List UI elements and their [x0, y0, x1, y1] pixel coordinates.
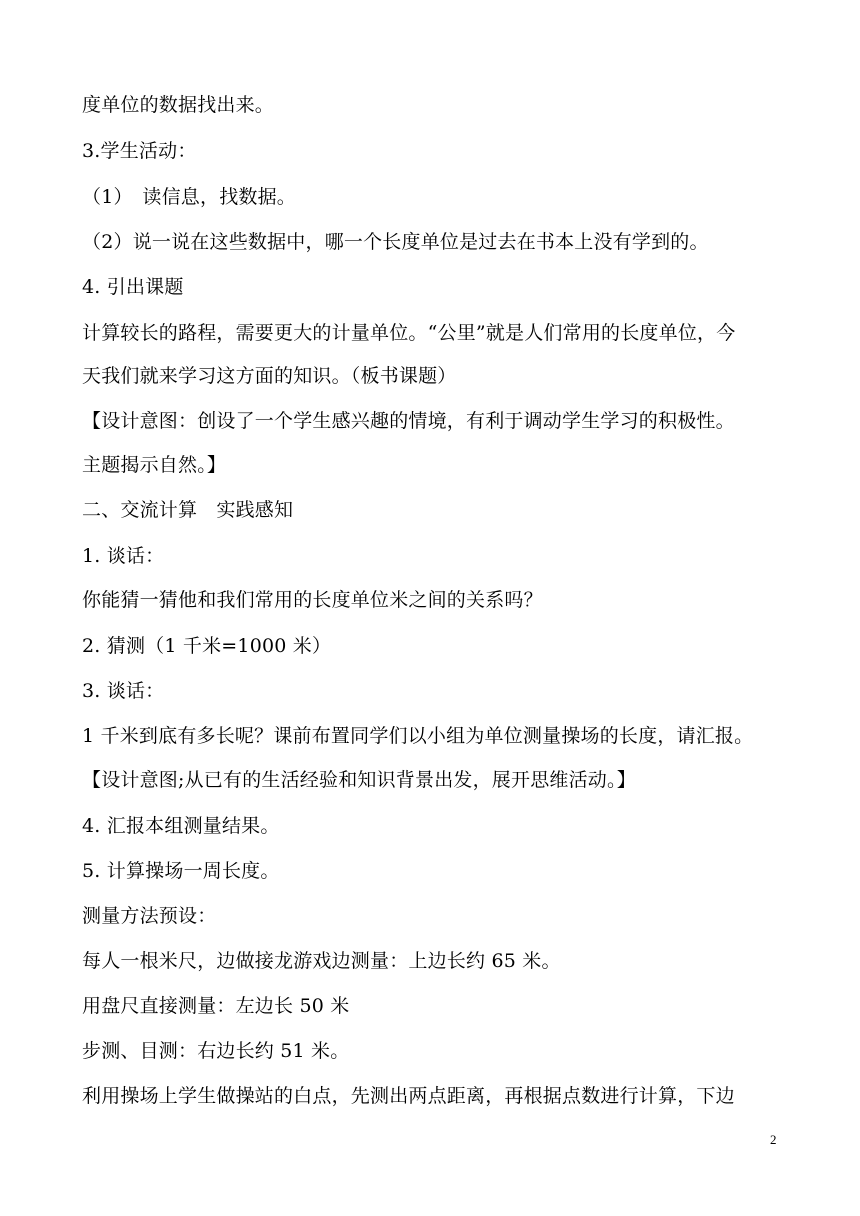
text-line: 【设计意图：创设了一个学生感兴趣的情境，有利于调动学生学习的积极性。 — [82, 410, 735, 432]
text-line: 1. 谈话： — [82, 545, 165, 567]
text-line: 2. 猜测（1 千米=1000 米） — [82, 635, 332, 657]
text-line: 主题揭示自然。】 — [82, 454, 227, 476]
text-line: 利用操场上学生做操站的白点，先测出两点距离，再根据点数进行计算，下边 — [82, 1085, 735, 1107]
text-line: 度单位的数据找出来。 — [82, 94, 275, 116]
text-line: 3. 谈话： — [82, 680, 165, 702]
text-line: （1） 读信息，找数据。 — [82, 186, 296, 208]
text-line: （2）说一说在这些数据中，哪一个长度单位是过去在书本上没有学到的。 — [82, 231, 709, 253]
section-heading: 二、交流计算 实践感知 — [82, 499, 294, 521]
text-line: 1 千米到底有多长呢？课前布置同学们以小组为单位测量操场的长度，请汇报。 — [82, 725, 754, 747]
text-line: 天我们就来学习这方面的知识。（板书课题） — [82, 365, 457, 387]
text-line: 5. 计算操场一周长度。 — [82, 860, 280, 882]
page-number: 2 — [770, 1132, 777, 1147]
text-line: 4. 汇报本组测量结果。 — [82, 815, 280, 837]
text-line: 你能猜一猜他和我们常用的长度单位米之间的关系吗？ — [82, 589, 543, 611]
text-line: 用盘尺直接测量：左边长 50 米 — [82, 995, 350, 1017]
text-line: 计算较长的路程，需要更大的计量单位。“公里”就是人们常用的长度单位，今 — [82, 322, 736, 344]
text-line: 测量方法预设： — [82, 905, 217, 927]
text-line: 【设计意图;从已有的生活经验和知识背景出发，展开思维活动。】 — [82, 769, 636, 791]
text-line: 每人一根米尺，边做接龙游戏边测量：上边长约 65 米。 — [82, 950, 561, 972]
text-line: 步测、目测：右边长约 51 米。 — [82, 1040, 350, 1062]
text-line: 3.学生活动： — [82, 140, 197, 162]
text-line: 4. 引出课题 — [82, 276, 184, 298]
